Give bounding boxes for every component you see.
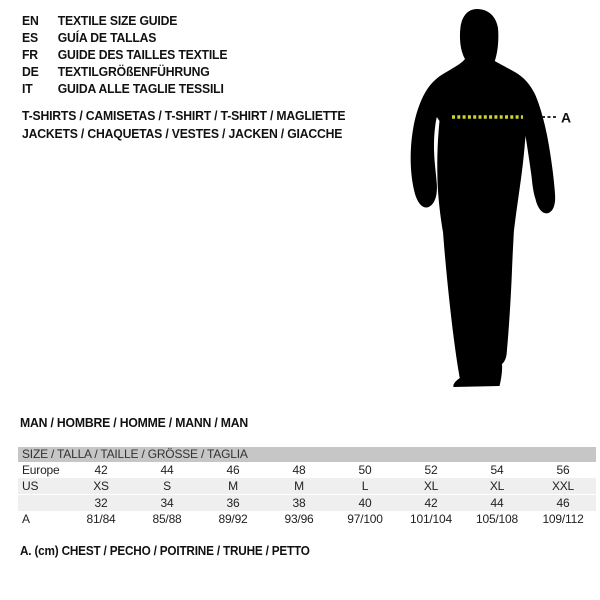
table-cell: L [361,479,369,493]
table-cell: 40 [358,496,372,510]
language-code: FR [22,47,38,62]
row-label: A [22,512,30,526]
table-cell: 52 [424,463,438,477]
gender-heading: MAN / HOMBRE / HOMME / MANN / MAN [20,415,249,430]
guide-title-it: GUIDA ALLE TAGLIE TESSILI [57,81,224,96]
table-cell: 42 [424,496,438,510]
table-cell: 105/108 [476,512,518,526]
table-cell: 101/104 [410,512,452,526]
measurement-footnote: A. (cm) CHEST / PECHO / POITRINE / TRUHE / PETTO [20,544,310,558]
size-table-header: SIZE / TALLA / TAILLE / GRÖSSE / TAGLIA [18,447,596,462]
measure-label-a: A [561,109,572,126]
table-cell: 81/84 [86,512,116,526]
table-cell: S [163,479,171,493]
table-cell: M [228,479,238,493]
table-cell: 85/88 [152,512,182,526]
row-label: Europe [22,463,60,477]
table-cell: 42 [94,463,108,477]
garment-line-tshirts: T-SHIRTS / CAMISETAS / T-SHIRT / T-SHIRT / MAGLIETTE [22,108,346,123]
table-cell: 50 [358,463,372,477]
table-cell: 97/100 [347,512,383,526]
guide-title-de: TEXTILGRÖßENFÜHRUNG [57,64,210,79]
table-cell: 109/112 [542,512,584,526]
table-cell: 36 [226,496,240,510]
table-cell: 46 [556,496,570,510]
garment-line-jackets: JACKETS / CHAQUETAS / VESTES / JACKEN / GIACCHE [22,126,343,141]
table-cell: XL [423,479,439,493]
table-row-europe [18,462,596,478]
table-cell: 44 [160,463,174,477]
language-code: ES [22,30,38,45]
table-cell: 44 [490,496,504,510]
guide-title-es: GUÍA DE TALLAS [57,30,157,45]
size-table [18,447,596,527]
table-cell: XS [93,479,109,493]
language-code: IT [22,81,33,96]
guide-title-en: TEXTILE SIZE GUIDE [57,13,178,28]
table-cell: 93/96 [284,512,314,526]
table-cell: 89/92 [218,512,248,526]
man-silhouette [411,9,555,387]
language-code: EN [22,13,39,28]
table-cell: 46 [226,463,240,477]
table-cell: XL [489,479,505,493]
table-row-us-numbers [18,494,596,511]
language-code: DE [22,64,39,79]
table-cell: 32 [94,496,108,510]
row-label [18,495,68,511]
table-cell: XXL [551,479,575,493]
guide-title-fr: GUIDE DES TAILLES TEXTILE [57,47,228,62]
table-row-us-letters [18,478,596,494]
table-cell: M [294,479,304,493]
row-label: US [22,479,39,493]
table-cell: 48 [292,463,306,477]
table-cell: 38 [292,496,306,510]
table-cell: 54 [490,463,504,477]
table-cell: 56 [556,463,570,477]
table-cell: 34 [160,496,174,510]
table-row-chest-cm [18,511,596,527]
